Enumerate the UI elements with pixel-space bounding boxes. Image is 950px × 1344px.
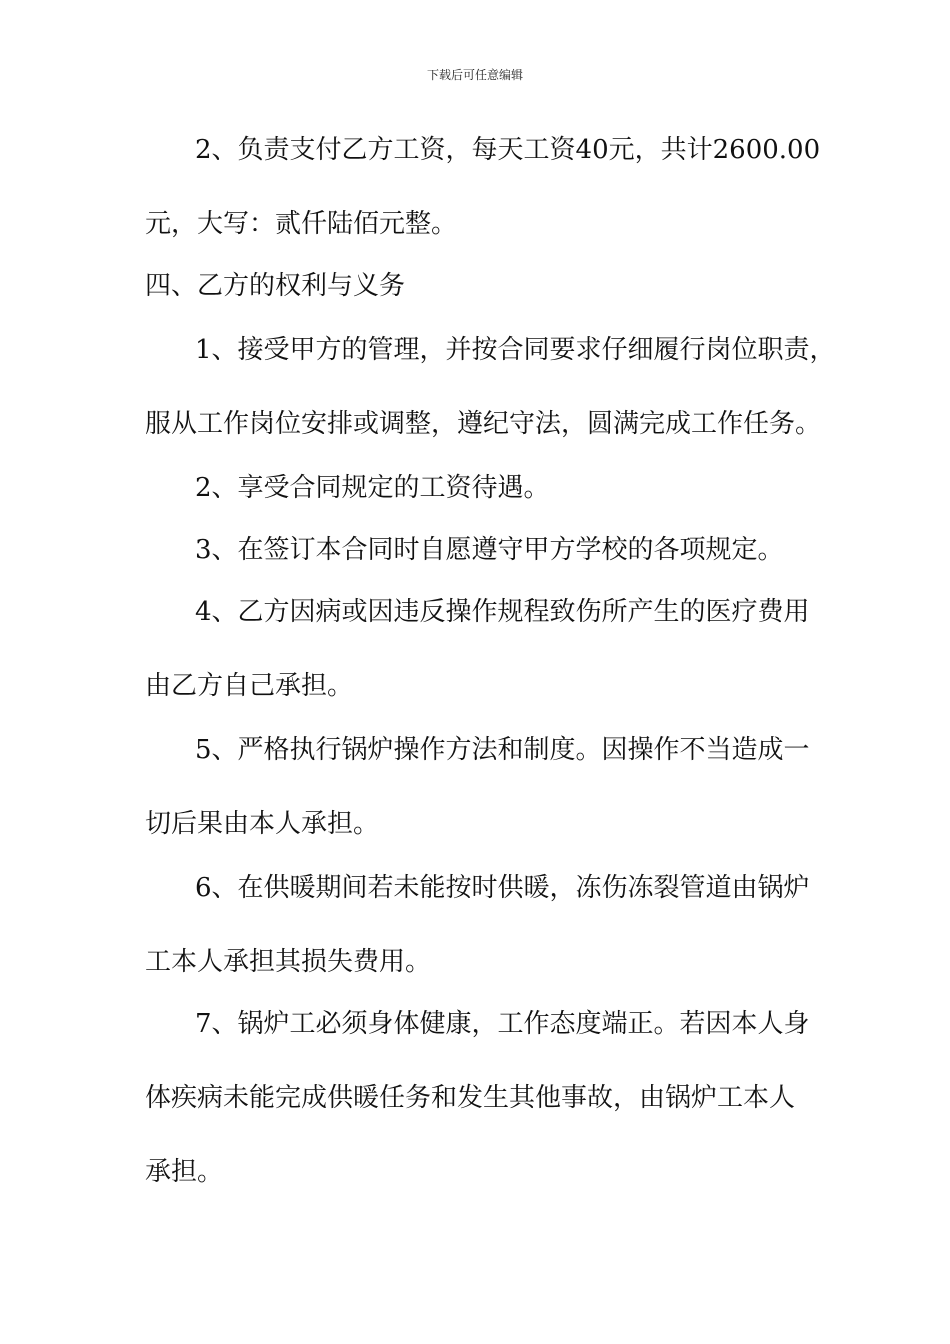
header-note: 下载后可任意编辑 xyxy=(426,68,523,82)
paragraph-line: 3、在签订本合同时自愿遵守甲方学校的各项规定。 xyxy=(195,535,784,565)
paragraph-line: 工本人承担其损失费用。 xyxy=(145,947,432,977)
paragraph-line: 6、在供暖期间若未能按时供暖，冻伤冻裂管道由锅炉 xyxy=(195,873,810,903)
paragraph-line: 服从工作岗位安排或调整，遵纪守法，圆满完成工作任务。 xyxy=(145,409,822,439)
paragraph-line: 7、锅炉工必须身体健康，工作态度端正。若因本人身 xyxy=(195,1009,810,1039)
paragraph-line: 1、接受甲方的管理，并按合同要求仔细履行岗位职责， xyxy=(195,335,836,365)
paragraph-line: 元，大写：贰仟陆佰元整。 xyxy=(145,209,458,239)
paragraph-line: 5、严格执行锅炉操作方法和制度。因操作不当造成一 xyxy=(195,735,810,765)
section-heading: 四、乙方的权利与义务 xyxy=(145,271,406,301)
paragraph-line: 4、乙方因病或因违反操作规程致伤所产生的医疗费用 xyxy=(195,597,810,627)
paragraph-line: 2、享受合同规定的工资待遇。 xyxy=(195,473,550,503)
paragraph-line: 承担。 xyxy=(145,1157,224,1187)
paragraph-line: 由乙方自己承担。 xyxy=(145,671,354,701)
paragraph-line: 切后果由本人承担。 xyxy=(145,809,380,839)
paragraph-line: 体疾病未能完成供暖任务和发生其他事故，由锅炉工本人 xyxy=(145,1083,796,1113)
paragraph-line: 2、负责支付乙方工资，每天工资40元，共计2600.00 xyxy=(195,135,821,165)
